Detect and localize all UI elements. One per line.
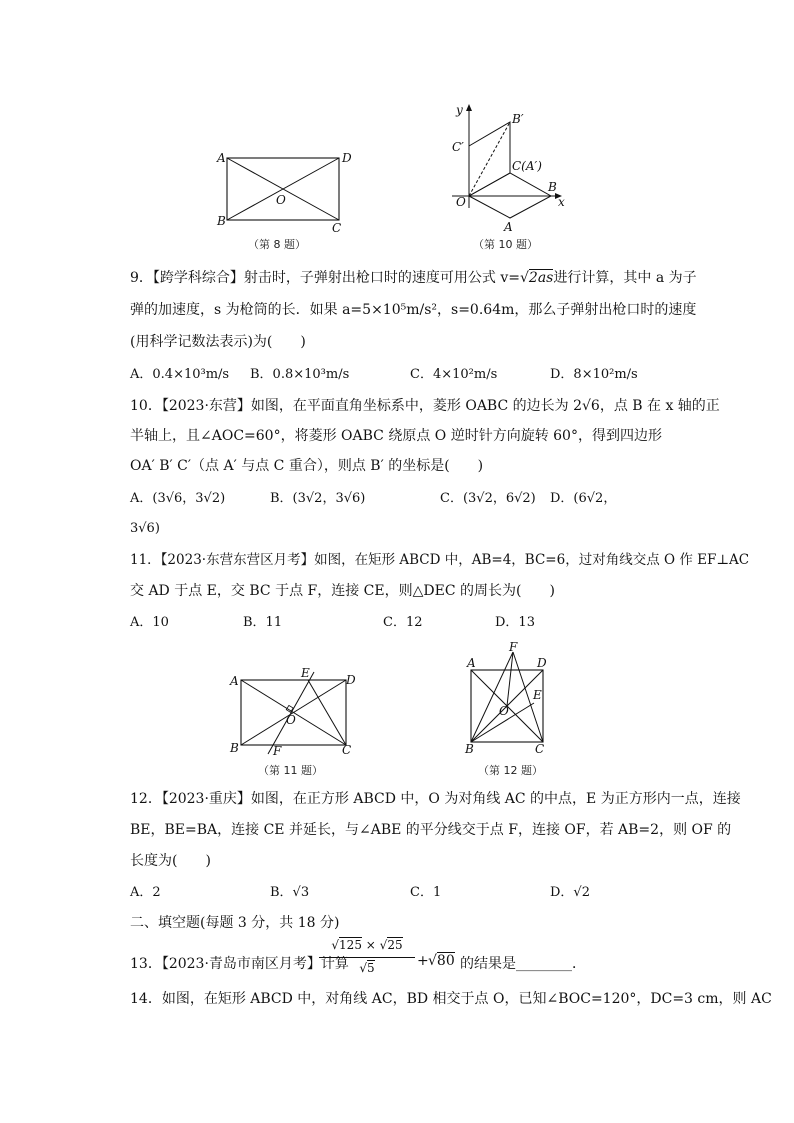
- figure-11: [228, 662, 363, 760]
- q10-option-a[interactable]: A．(3√6，3√2): [130, 491, 226, 506]
- label-B: B: [548, 180, 557, 194]
- label-F: F: [273, 744, 282, 758]
- q10-line3: OA′ B′ C′（点 A′ 与点 C 重合），则点 B′ 的坐标是( ): [130, 458, 484, 474]
- q9-line3: (用科学记数法表示)为( ): [130, 334, 306, 350]
- caption-fig12: （第 12 题）: [478, 764, 543, 777]
- label-B: B: [230, 741, 239, 755]
- label-E: E: [301, 666, 310, 680]
- sqrt-sign: √: [520, 270, 529, 286]
- label-C-Aprime: C(A′): [512, 159, 542, 173]
- label-O: O: [286, 713, 296, 727]
- label-O: O: [276, 193, 286, 207]
- label-B: B: [465, 742, 474, 756]
- q13-tail: √80: [428, 953, 455, 969]
- q10-option-b[interactable]: B．(3√2，3√6): [270, 491, 366, 506]
- label-y: y: [456, 103, 463, 117]
- label-C: C: [535, 742, 545, 756]
- q12-line1: 12．【2023·重庆】如图，在正方形 ABCD 中，O 为对角线 AC 的中点，E 为正方形内一点，连接: [130, 791, 741, 807]
- label-F: F: [509, 640, 518, 654]
- q14-line1: 14．如图，在矩形 ABCD 中，对角线 AC，BD 相交于点 O，已知∠BOC=120°，DC=3 cm，则 AC: [130, 991, 772, 1007]
- q12-line3: 长度为( ): [130, 853, 211, 869]
- q11-option-c[interactable]: C．12: [383, 615, 423, 630]
- q11-line1: 11．【2023·东营东营区月考】如图，在矩形 ABCD 中，AB=4，BC=6，过对角线交点 O 作 EF⊥AC: [130, 552, 750, 568]
- q13-rad-den: 5: [367, 961, 375, 975]
- figure-10: [440, 98, 575, 238]
- q10-line2: 半轴上，且∠AOC=60°，将菱形 OABC 绕原点 O 逆时针方向旋转 60°，得到四边形: [130, 428, 662, 444]
- q13-fraction-bar: [319, 957, 415, 958]
- q9-option-c[interactable]: C．4×10²m/s: [410, 367, 498, 382]
- label-D: D: [346, 673, 356, 687]
- q9-option-d[interactable]: D．8×10²m/s: [550, 367, 638, 382]
- label-O: O: [456, 195, 466, 209]
- q9-option-b[interactable]: B．0.8×10³m/s: [250, 367, 350, 382]
- q13-rad-a: 125: [339, 938, 362, 952]
- q13-prefix: 13．【2023·青岛市南区月考】计算: [130, 956, 349, 972]
- caption-fig10: （第 10 题）: [473, 238, 538, 251]
- figure-12: [462, 640, 562, 760]
- q11-option-b[interactable]: B．11: [243, 615, 283, 630]
- q13-times: ×: [365, 938, 376, 952]
- q13-numerator: √125 × √25: [331, 938, 403, 952]
- label-Bprime: B′: [512, 112, 524, 126]
- label-O: O: [499, 704, 509, 718]
- label-A: A: [504, 220, 513, 234]
- q12-line2: BE，BE=BA，连接 CE 并延长，与∠ABE 的平分线交于点 F，连接 OF，若 AB=2，则 OF 的: [130, 822, 732, 838]
- q13-denominator: √5: [359, 961, 375, 975]
- label-D: D: [537, 656, 547, 670]
- label-C: C: [342, 743, 352, 757]
- q10-option-d[interactable]: D．(6√2，: [550, 491, 617, 506]
- label-D: D: [342, 151, 352, 165]
- q13-plus: +: [417, 953, 429, 969]
- label-x: x: [558, 195, 565, 209]
- q11-line2: 交 AD 于点 E，交 BC 于点 F，连接 CE，则△DEC 的周长为( ): [130, 583, 555, 599]
- caption-fig11: （第 11 题）: [258, 764, 323, 777]
- label-Cprime: C′: [452, 140, 464, 154]
- q13-rad-b: 25: [387, 938, 403, 952]
- label-C: C: [332, 221, 342, 235]
- q12-option-c[interactable]: C．1: [410, 885, 442, 900]
- q13-fraction: [319, 936, 415, 982]
- label-A: A: [217, 151, 226, 165]
- q12-option-b[interactable]: B．√3: [270, 885, 310, 900]
- q11-option-d[interactable]: D．13: [495, 615, 535, 630]
- q12-option-a[interactable]: A．2: [130, 885, 161, 900]
- label-E: E: [533, 688, 542, 702]
- q10-option-d-cont: 3√6): [130, 521, 160, 536]
- q9-option-a[interactable]: A．0.4×10³m/s: [130, 367, 230, 382]
- label-A: A: [467, 656, 476, 670]
- q10-option-c[interactable]: C．(3√2，6√2): [440, 491, 536, 506]
- q13-rad-tail: 80: [436, 953, 455, 969]
- q9-radicand: 2as: [528, 270, 554, 286]
- q9-line2: 弹的加速度，s 为枪筒的长．如果 a=5×10⁵m/s²，s=0.64m，那么子弹射出枪口时的速度: [130, 302, 697, 318]
- caption-fig8: （第 8 题）: [248, 238, 306, 251]
- section-fill-in: 二、填空题(每题 3 分，共 18 分): [130, 915, 340, 931]
- q9-line1: 9．【跨学科综合】射击时，子弹射出枪口时的速度可用公式 v=√2as进行计算，其中 a 为子: [130, 270, 697, 286]
- q13-suffix: 的结果是________．: [460, 956, 586, 972]
- label-B: B: [217, 214, 226, 228]
- q10-line1: 10．【2023·东营】如图，在平面直角坐标系中，菱形 OABC 的边长为 2√6，点 B 在 x 轴的正: [130, 398, 720, 414]
- q11-option-a[interactable]: A．10: [130, 615, 169, 630]
- figure-8: [210, 145, 360, 250]
- q12-option-d[interactable]: D．√2: [550, 885, 590, 900]
- label-A: A: [230, 674, 239, 688]
